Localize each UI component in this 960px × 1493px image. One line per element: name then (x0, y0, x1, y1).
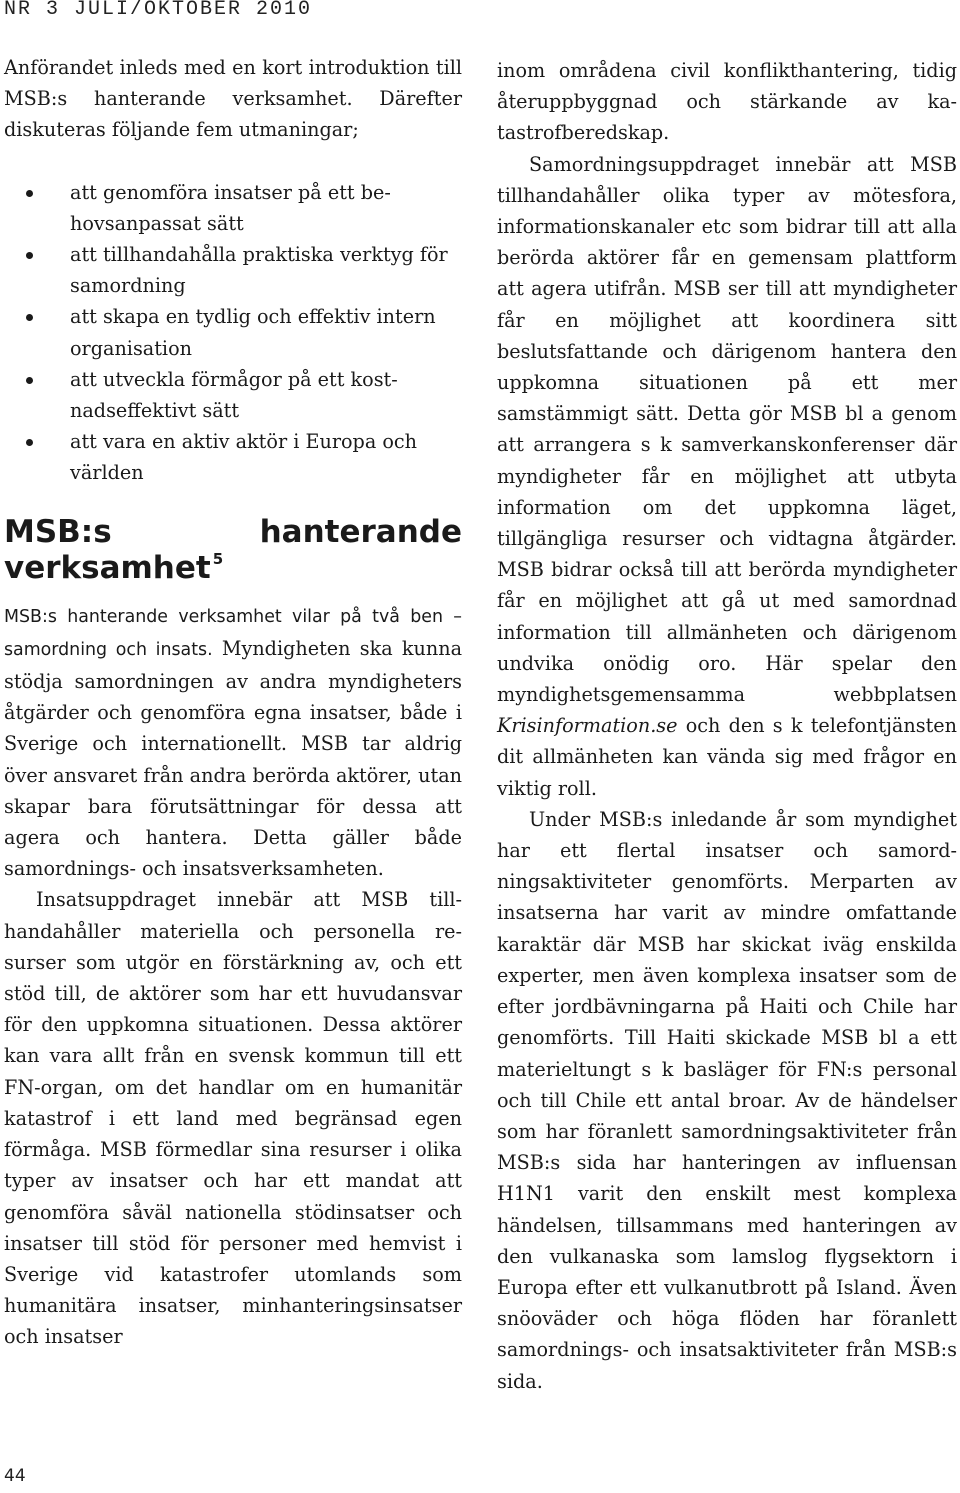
page-number: 44 (4, 1466, 26, 1486)
paragraph-text: Myndigheten ska kunna stödja samordningen av andra myndigheters åtgärder och genomföra egna insatser, både i Sverige och internationellt. MSB tar aldrig över ansvaret från andra berörda aktörer, utan skapar bara förutsättningar för dessa att agera och hantera. Detta gäller både samordnings- och insatsverksamheten. (4, 636, 463, 881)
list-item: att tillhandahålla praktiska verktyg för samordning (4, 239, 462, 301)
list-item: att genomföra insatser på ett behovsanpassat sätt (4, 177, 462, 239)
lead-in-text: MSB:s hanterande verksamhet vilar på två ben – samordning och insats. (4, 606, 462, 660)
body-paragraph (4, 600, 462, 885)
right-column (497, 55, 957, 1397)
challenge-list (4, 177, 462, 489)
website-name: Krisinformation.se (497, 714, 678, 738)
footnote-marker: 5 (212, 549, 224, 568)
section-heading (4, 514, 462, 586)
list-item: att skapa en tydlig och effektiv intern organisation (4, 301, 462, 363)
paragraph-text: Samordningsuppdraget innebär att MSB tillhandahåller olika typer av mötesfora, informationskanaler etc som bidrar till att alla berörda aktörer får en gemensam plattform att agera utifrån. MSB ser till att myndigheter får en möjlighet att koordinera sitt beslutsfattande och därigenom hantera den uppkomna situationen på ett mer samstämmigt sätt. Detta gör MSB bl a genom att arrangera s k samverkanskonferenser där myndigheter får en möjlighet att utbyta information om det uppkomna läget, tillgängliga resurser och vidtagna åtgärder. MSB bidrar också till att berörda myndigheter får en möjlighet att gå ut med samordnad information till allmänheten och därigenom undvika onödig oro. Här spelar den myndighetsgemensamma webbplatsen (497, 152, 957, 707)
list-item: att vara en aktiv aktör i Europa och världen (4, 426, 462, 488)
list-item: att utveckla förmågor på ett kostnadseffektivt sätt (4, 364, 462, 426)
running-header: NR 3 JULI/OKTOBER 2010 (4, 0, 313, 21)
body-paragraph: Insatsuppdraget innebär att MSB tillhandahåller materiella och personella resurser som utgör en förstärkning av, och ett stöd till, de aktörer som har ett huvudansvar för den uppkomna situationen. Dessa aktörer kan vara allt från en svensk kommun till ett FN-organ, om det handlar om en humanitär katastrof i ett land med begränsad egen förmåga. MSB förmedlar sina resurser i olika typer av insatser och har ett mandat att genomföra såväl nationella stödinsatser och insatser till stöd för personer med hemvist i Sverige vid katastrofer utomlands som humanitära insatser, minhanteringsinsatser och insatser (4, 888, 462, 1349)
section-heading-text: MSB:s hanterande verksamhet (4, 513, 462, 586)
body-paragraph: Under MSB:s inledande år som myndighet har ett flertal insatser och samordningsaktiviteter genomförts. Merparten av insatserna har varit av mindre omfattande karaktär där MSB har skickat iväg enskilda experter, men även komplexa insatser som de efter jordbävningarna på Haiti och Chile har genomförts. Till Haiti skickade MSB bl a ett materieltungt s k basläger för FN:s personal och till Chile ett antal broar. Av de händelser som har föranlett samordningsaktiviteter från MSB:s sida har hanteringen av influensan H1N1 varit den enskilt mest komplexa händelsen, tillsammans med hanteringen av den vulkanaska som lamslog flygsektorn i Europa efter ett vulkanutbrott på Island. Även snöoväder och höga flöden har föranlett samordnings- och insatsaktiviteter från MSB:s sida. (497, 807, 957, 1393)
body-paragraph: inom områdena civil konflikthantering, tidig återuppbyggnad och stärkande av katastrofberedskap. (497, 59, 957, 145)
paragraph-text: och den s k telefontjänsten dit allmänheten kan vända sig med frågor en viktig roll. (497, 714, 957, 800)
body-paragraph (497, 149, 957, 804)
intro-paragraph: Anförandet inleds med en kort introduktion till MSB:s hanterande verksamhet. Därefter diskuteras följande fem utmaningar; (4, 56, 462, 142)
left-column (4, 52, 462, 1353)
